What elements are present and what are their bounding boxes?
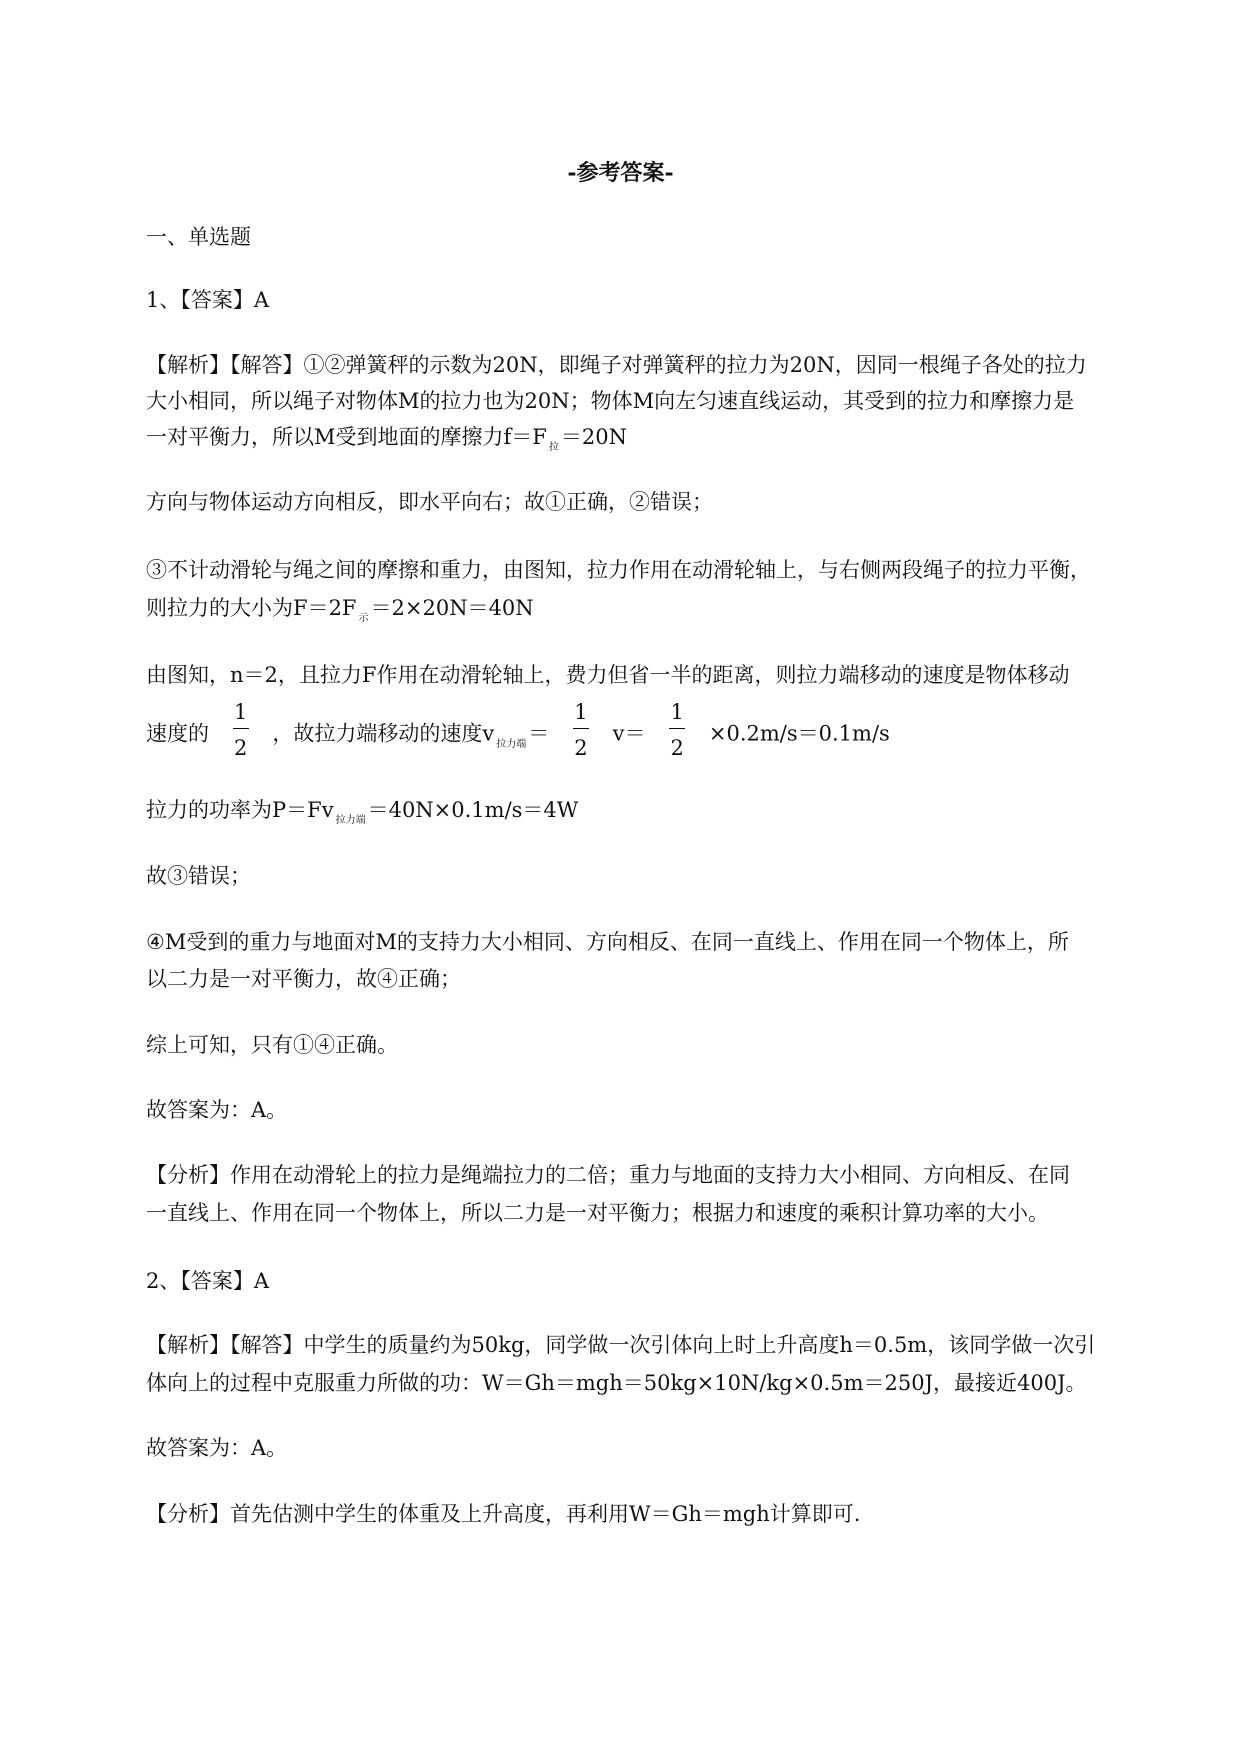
subscript: 拉	[548, 442, 559, 453]
subscript: 示	[358, 613, 369, 624]
denominator: 2	[574, 736, 588, 760]
denominator: 2	[234, 736, 248, 760]
text: 则拉力的大小为F＝2F	[146, 596, 357, 620]
q1-analysis-line-3	[146, 422, 627, 457]
fraction-one-half	[566, 700, 596, 760]
q1-analysis-line-6	[146, 593, 534, 628]
question-2-answer: 2、【答案】A	[146, 1269, 270, 1293]
q1-summary-line-1: 【分析】作用在动滑轮上的拉力是绳端拉力的二倍；重力与地面的支持力大小相同、方向相反、在同	[146, 1163, 1070, 1187]
q2-analysis-line-1: 【解析】【解答】中学生的质量约为50kg，同学做一次引体向上时上升高度h＝0.5m，该同学做一次引	[146, 1333, 1096, 1357]
q1-analysis-line-5: ③不计动滑轮与绳之间的摩擦和重力，由图知，拉力作用在动滑轮轴上，与右侧两段绳子的拉力平衡，	[146, 558, 1091, 582]
q1-analysis-line-10: 故③错误；	[146, 864, 251, 888]
fraction-one-half	[226, 700, 256, 760]
text: ＝	[528, 721, 550, 746]
q1-summary-line-2: 一直线上、作用在同一个物体上，所以二力是一对平衡力；根据力和速度的乘积计算功率的大小。	[146, 1201, 1049, 1225]
numerator: 1	[234, 700, 248, 724]
q1-analysis-line-13: 综上可知，只有①④正确。	[146, 1033, 398, 1057]
q1-analysis-line-11: ④M受到的重力与地面对M的支持力大小相同、方向相反、在同一直线上、作用在同一个物体上，所	[146, 930, 1069, 954]
q1-answer-line: 故答案为：A。	[146, 1098, 288, 1122]
text: 速度的	[146, 721, 209, 746]
q2-answer-line: 故答案为：A。	[146, 1436, 288, 1460]
text: 一对平衡力，所以M受到地面的摩擦力f＝F	[146, 425, 547, 449]
denominator: 2	[670, 736, 684, 760]
text: ＝40N×0.1m/s＝4W	[367, 798, 579, 822]
subscript: 拉力端	[335, 815, 366, 826]
numerator: 1	[670, 700, 684, 724]
subscript: 拉力端	[496, 738, 527, 750]
page-title: -参考答案-	[567, 160, 674, 186]
section-heading: 一、单选题	[146, 225, 251, 249]
q2-summary-line: 【分析】首先估测中学生的体重及上升高度，再利用W＝Gh＝mgh计算即可.	[146, 1502, 861, 1526]
fraction-bar	[573, 728, 589, 729]
text: ，故拉力端移动的速度v	[272, 721, 495, 746]
fraction-bar	[669, 728, 685, 729]
q1-analysis-line-9	[146, 795, 578, 830]
question-1-answer: 1、【答案】A	[146, 288, 270, 312]
q1-analysis-line-4: 方向与物体运动方向相反，即水平向右；故①正确，②错误；	[146, 490, 713, 514]
text: v＝	[612, 721, 646, 746]
q1-analysis-line-2: 大小相同，所以绳子对物体M的拉力也为20N；物体M向左匀速直线运动，其受到的拉力和摩擦力是	[146, 389, 1075, 413]
q1-analysis-line-7: 由图知，n＝2，且拉力F作用在动滑轮轴上，费力但省一半的距离，则拉力端移动的速度是物体移动	[146, 663, 1070, 687]
text: ×0.2m/s＝0.1m/s	[708, 721, 890, 746]
q1-analysis-line-1: 【解析】【解答】①②弹簧秤的示数为20N，即绳子对弹簧秤的拉力为20N，因同一根绳子各处的拉力	[146, 353, 1087, 377]
q1-analysis-line-8	[146, 700, 890, 760]
fraction-one-half	[662, 700, 692, 760]
text: ＝20N	[560, 425, 627, 449]
q1-analysis-line-12: 以二力是一对平衡力，故④正确；	[146, 967, 461, 991]
text: ＝2×20N＝40N	[370, 596, 534, 620]
q2-analysis-line-2: 体向上的过程中克服重力所做的功：W＝Gh＝mgh＝50kg×10N/kg×0.5m＝250J，最接近400J。	[146, 1371, 1087, 1395]
text: 拉力的功率为P＝Fv	[146, 798, 334, 822]
numerator: 1	[574, 700, 588, 724]
fraction-bar	[233, 728, 249, 729]
